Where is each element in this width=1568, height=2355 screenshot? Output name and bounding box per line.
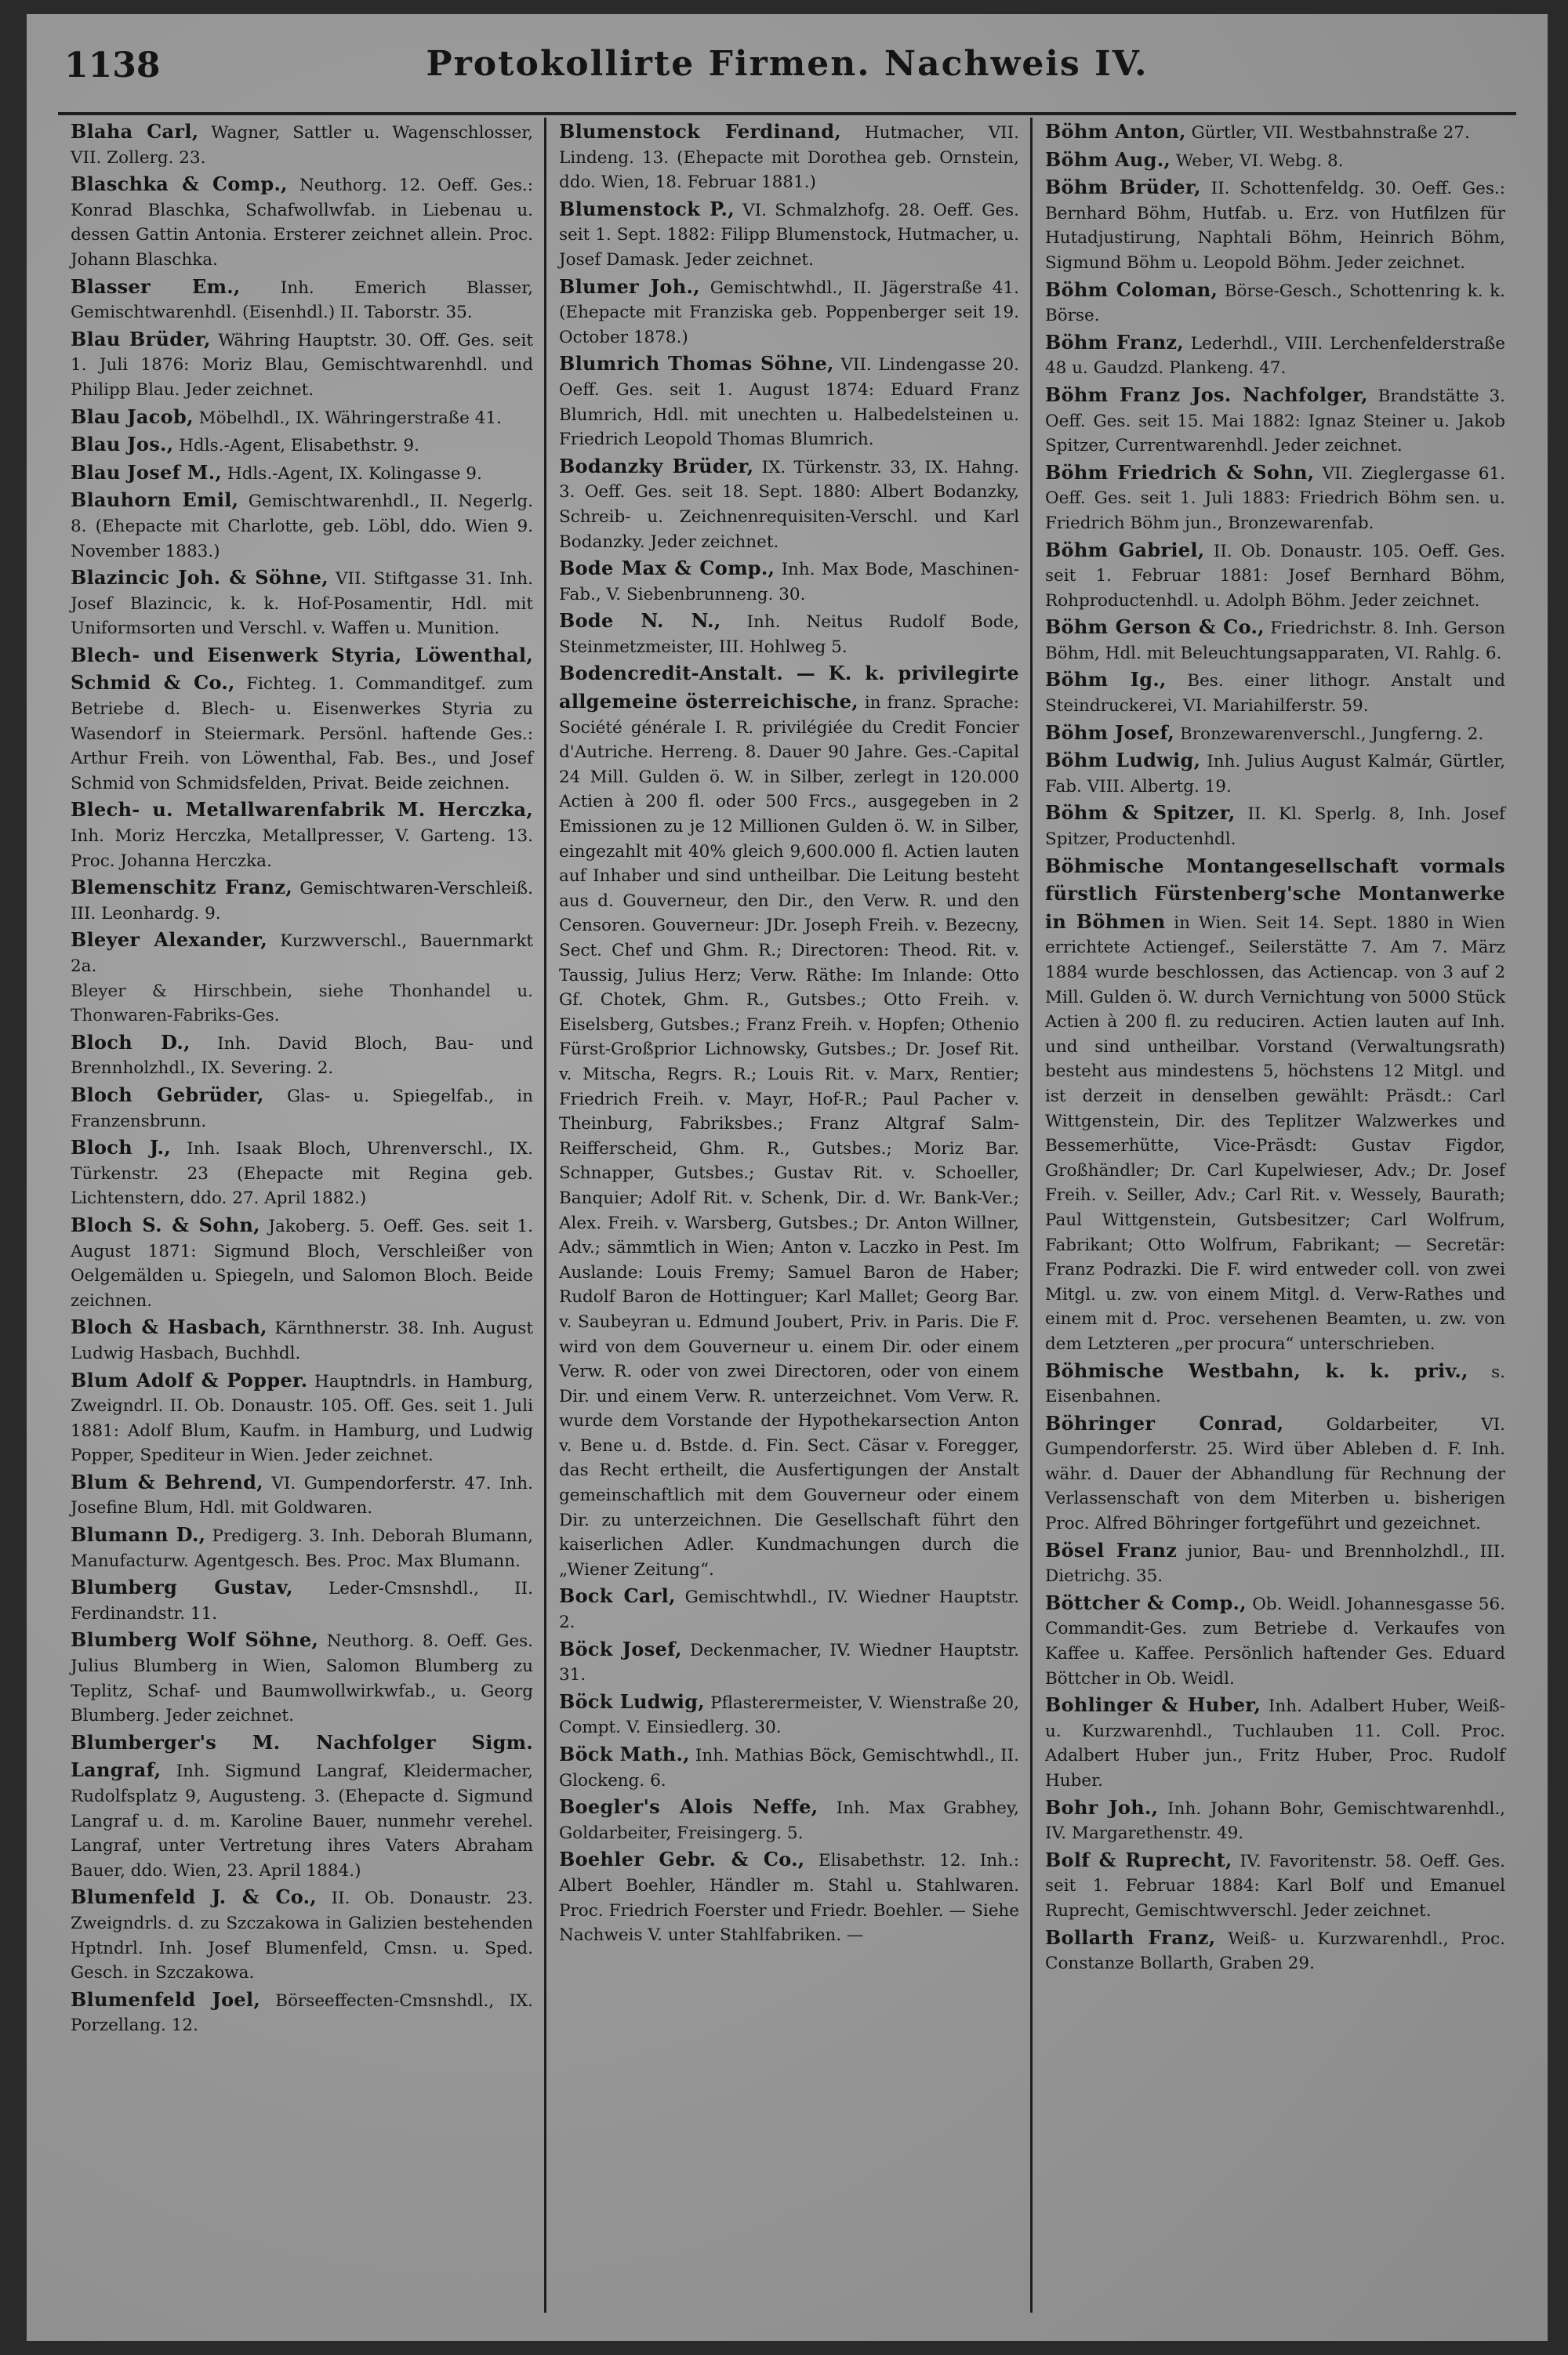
directory-entry <box>1045 1357 1505 1410</box>
entry-text: Fichteg. 1. Commanditgef. zum Betriebe d. Blech- u. Eisenwerkes Styria zu Wasendorf in Steiermark. Persönl. haftende Ges.: Arthur Freih. von Löwenthal, Fab. Bes., und Josef Schmid von Schmidsfelden, Privat. Beide zeichnen. <box>71 674 533 793</box>
firm-name: Bolf & Ruprecht, <box>1045 1848 1232 1871</box>
entry-text: II. Ob. Donaustr. 105. Oeff. Ges. seit 1. Februar 1881: Josef Bernhard Böhm, Rohproductenhdl. u. Adolph Böhm. Jeder zeichnet. <box>1045 541 1505 611</box>
entry-text: Gemischtwaren-Verschleiß. III. Leonhardg. 9. <box>71 879 533 923</box>
firm-name: Blum Adolf & Popper. <box>71 1368 308 1392</box>
entry-text: Hdls.-Agent, IX. Kolingasse 9. <box>227 463 482 484</box>
entry-text: Hutmacher, VII. Lindeng. 13. (Ehepacte mit Dorothea geb. Ornstein, ddo. Wien, 18. Februar 1881.) <box>559 123 1019 193</box>
column-middle <box>544 118 1030 2313</box>
entry-text: II. Schottenfeldg. 30. Oeff. Ges.: Bernhard Böhm, Hutfab. u. Erz. von Hutfilzen für Hutadjustirung, Naphtali Böhm, Heinrich Böhm, Sigmund Böhm u. Leopold Böhm. Jeder zeichnet. <box>1045 179 1505 273</box>
firm-name: Blum & Behrend, <box>71 1470 263 1493</box>
directory-entry <box>559 659 1019 1582</box>
firm-name: Blau Brüder, <box>71 327 211 350</box>
entry-text: Inh. Max Bode, Maschinen-Fab., V. Siebenbrunneng. 30. <box>559 560 1020 604</box>
firm-name: Blumberg Wolf Söhne, <box>71 1628 319 1652</box>
firm-name: Böhm & Spitzer, <box>1045 801 1236 825</box>
entry-text: Hdls.-Agent, Elisabethstr. 9. <box>179 436 419 456</box>
entry-text: Predigerg. 3. Inh. Deborah Blumann, Manufacturw. Agentgesch. Bes. Proc. Max Blumann. <box>71 1526 533 1571</box>
directory-entry <box>71 486 533 564</box>
directory-page <box>27 14 1548 2341</box>
directory-entry <box>1045 852 1505 1357</box>
entry-text: Brandstätte 3. Oeff. Ges. seit 15. Mai 1882: Ignaz Steiner u. Jakob Spitzer, Currentwarenhdl. Jeder zeichnet. <box>1045 386 1506 456</box>
directory-entry <box>71 1134 533 1211</box>
firm-name: Böhm Ludwig, <box>1045 749 1201 772</box>
firm-name: Böhm Coloman, <box>1045 278 1218 301</box>
directory-entry <box>71 1468 533 1521</box>
firm-name: Blumer Joh., <box>559 274 700 298</box>
header-rule <box>58 112 1516 115</box>
directory-entry <box>559 1635 1019 1688</box>
directory-entry <box>71 926 533 978</box>
firm-name: Blumann D., <box>71 1523 206 1547</box>
directory-entry <box>1045 1537 1505 1589</box>
firm-name: Böhm Aug., <box>1045 147 1171 171</box>
entry-text: Elisabethstr. 12. Inh.: Albert Boehler, Händler m. Stahl u. Stahlwaren. Proc. Friedrich Foerster und Friedr. Boehler. — Siehe Nachweis V. unter Stahlfabriken. — <box>559 1851 1019 1946</box>
column-left <box>58 118 544 2313</box>
entry-text: s. Eisenbahnen. <box>1045 1362 1505 1407</box>
directory-entry <box>1045 1589 1505 1691</box>
firm-name: Blau Jos., <box>71 433 174 456</box>
directory-entry <box>559 118 1019 195</box>
directory-entry <box>71 1211 533 1313</box>
firm-name: Blaschka & Comp., <box>71 172 288 196</box>
entry-text: Leder-Cmsnshdl., II. Ferdinandstr. 11. <box>71 1579 533 1624</box>
firm-name: Bohr Joh., <box>1045 1795 1159 1819</box>
firm-name: Böhm Josef, <box>1045 720 1175 744</box>
directory-entry <box>71 273 533 325</box>
entry-text: Bes. einer lithogr. Anstalt und Steindruckerei, VI. Mariahilferstr. 59. <box>1045 671 1505 717</box>
entry-text: IV. Favoritenstr. 58. Oeff. Ges. seit 1. Februar 1884: Karl Bolf und Emanuel Ruprecht, Gemischtwverschl. Jeder zeichnet. <box>1045 1851 1505 1921</box>
page-header <box>27 38 1548 100</box>
entry-text: II. Ob. Donaustr. 23. Zweigndrls. d. zu Szczakowa in Galizien bestehenden Hptndrl. Inh. Josef Blumenfeld, Cmsn. u. Sped. Gesch. in Szczakowa. <box>71 1889 533 1983</box>
firm-name: Bode N. N., <box>559 609 721 633</box>
directory-entry <box>1045 146 1505 174</box>
directory-entry <box>559 1582 1019 1635</box>
entry-text: VI. Gumpendorferstr. 47. Inh. Josefine Blum, Hdl. mit Goldwaren. <box>71 1473 533 1519</box>
firm-name: Bodanzky Brüder, <box>559 454 754 477</box>
directory-entry <box>71 459 533 487</box>
entry-text: Inh. Adalbert Huber, Weiß- u. Kurzwarenhdl., Tuchlauben 11. Coll. Proc. Adalbert Huber jun., Fritz Huber, Proc. Rudolf Huber. <box>1045 1696 1505 1791</box>
entry-text: Deckenmacher, IV. Wiedner Hauptstr. 31. <box>559 1640 1019 1686</box>
entry-text: Inh. Isaak Bloch, Uhrenverschl., IX. Türkenstr. 23 (Ehepacte mit Regina geb. Lichtenstern, ddo. 27. April 1882.) <box>71 1139 534 1209</box>
firm-name: Blazincic Joh. & Söhne, <box>71 566 328 590</box>
firm-name: Blumenfeld J. & Co., <box>71 1885 317 1909</box>
firm-name: Blaha Carl, <box>71 120 199 143</box>
firm-name: Blumrich Thomas Söhne, <box>559 352 834 376</box>
directory-entry <box>1045 381 1505 459</box>
directory-entry <box>71 170 533 272</box>
entry-text: VII. Lindengasse 20. Oeff. Ges. seit 1. August 1874: Eduard Franz Blumrich, Hdl. mit unechten u. Halbedelsteinen u. Friedrich Leopold Thomas Blumrich. <box>559 355 1019 450</box>
directory-entry <box>559 1740 1019 1793</box>
directory-entry <box>1045 118 1505 146</box>
directory-entry <box>1045 799 1505 851</box>
directory-entry <box>71 403 533 431</box>
firm-name: Böhm Gabriel, <box>1045 538 1205 561</box>
firm-name: Böhm Ig., <box>1045 668 1167 691</box>
directory-entry <box>1045 459 1505 536</box>
entry-text: Inh. Max Grabhey, Goldarbeiter, Freisingerg. 5. <box>559 1798 1019 1843</box>
firm-name: Böck Josef, <box>559 1637 682 1660</box>
firm-name: Böhm Franz Jos. Nachfolger, <box>1045 383 1368 406</box>
entry-text: Gemischtwhdl., IV. Wiedner Hauptstr. 2. <box>559 1588 1019 1633</box>
firm-name: Blasser Em., <box>71 274 241 298</box>
firm-name: Böhm Franz, <box>1045 330 1184 354</box>
entry-text: Inh. Sigmund Langraf, Kleidermacher, Rudolfsplatz 9, Augusteng. 3. (Ehepacte d. Sigmund Langraf u. d. m. Karoline Bauer, nunmehr verehel. Langraf, unter Vertretung ihres Vaters Abraham Bauer, ddo. Wien, 23. April 1884.) <box>71 1762 533 1881</box>
directory-entry <box>559 607 1019 659</box>
directory-entry <box>1045 1846 1505 1924</box>
directory-entry <box>71 1313 533 1366</box>
entry-text: Weiß- u. Kurzwarenhdl., Proc. Constanze Bollarth, Graben 29. <box>1045 1929 1505 1974</box>
entry-text: Lederhdl., VIII. Lerchenfelderstraße 48 u. Gaudzd. Plankeng. 47. <box>1045 333 1505 379</box>
firm-name: Böck Ludwig, <box>559 1689 705 1713</box>
firm-name: Böhm Anton, <box>1045 120 1186 143</box>
entry-text: Inh. Mathias Böck, Gemischtwhdl., II. Glockeng. 6. <box>559 1746 1019 1791</box>
directory-entry <box>559 350 1019 452</box>
directory-entry <box>71 1883 533 1985</box>
entry-text: Möbelhdl., IX. Währingerstraße 41. <box>198 408 502 428</box>
entry-text: Glas- u. Spiegelfab., in Franzensbrunn. <box>71 1086 533 1131</box>
firm-name: Bloch D., <box>71 1030 191 1054</box>
directory-entry <box>71 1366 533 1468</box>
entry-text: Goldarbeiter, VI. Gumpendorferstr. 25. Wird über Ableben d. F. Inh. währ. d. Dauer der Abhandlung für Rechnung der Verlassenschaft von dem Miterben u. bisherigen Proc. Alfred Böhringer fortgeführt und gezeichnet. <box>1045 1414 1505 1534</box>
entry-text: junior, Bau- und Brennholzhdl., III. Dietrichg. 35. <box>1045 1541 1505 1587</box>
running-title: Protokollirte Firmen. Nachweis IV. <box>426 44 1149 84</box>
entry-text: Bronzewarenverschl., Jungferng. 2. <box>1179 724 1484 744</box>
column-right <box>1030 118 1516 2313</box>
entry-text: Inh. Moriz Herczka, Metallpresser, V. Garteng. 13. Proc. Johanna Herczka. <box>71 826 533 871</box>
directory-entry <box>71 1081 533 1134</box>
firm-name: Bösel Franz <box>1045 1538 1178 1562</box>
firm-name: Blau Josef M., <box>71 460 223 484</box>
directory-entry <box>71 1029 533 1081</box>
firm-name: Bloch S. & Sohn, <box>71 1213 260 1236</box>
firm-name: Bollarth Franz, <box>1045 1925 1216 1949</box>
entry-text: Wagner, Sattler u. Wagenschlosser, VII. Zollerg. 23. <box>71 123 533 168</box>
directory-entry <box>559 195 1019 273</box>
entry-text: Gürtler, VII. Westbahnstraße 27. <box>1191 123 1470 143</box>
firm-name: Bode Max & Comp., <box>559 557 775 580</box>
entry-text: Gemischtwhdl., II. Jägerstraße 41. (Ehepacte mit Franziska geb. Poppenberger seit 19. October 1878.) <box>559 278 1019 347</box>
entry-columns <box>58 118 1516 2313</box>
entry-text: Börseeffecten-Cmsnshdl., IX. Porzellang. 12. <box>71 1990 534 2036</box>
firm-name: Blumenfeld Joel, <box>71 1987 261 2011</box>
entry-text: VII. Zieglergasse 61. Oeff. Ges. seit 1. Juli 1883: Friedrich Böhm sen. u. Friedrich Böhm jun., Bronzewarenfab. <box>1045 463 1505 533</box>
directory-entry <box>71 1626 533 1728</box>
directory-entry <box>71 430 533 459</box>
entry-text: Hauptndrls. in Hamburg, Zweigndrl. II. Ob. Donaustr. 105. Off. Ges. seit 1. Juli 1881: Adolf Blum, Kaufm. in Hamburg, und Ludwig Popper, Spediteur in Wien. Jeder zeichnet. <box>71 1371 533 1466</box>
directory-entry <box>1045 1924 1505 1976</box>
firm-name: Blumberger's M. Nachfolger Sigm. Langraf, <box>71 1730 533 1782</box>
firm-name: Böck Math., <box>559 1743 690 1765</box>
entry-text: VI. Schmalzhofg. 28. Oeff. Ges. seit 1. Sept. 1882: Filipp Blumenstock, Hutmacher, u. Josef Damask. Jeder zeichnet. <box>559 200 1019 270</box>
firm-name: Bock Carl, <box>559 1584 676 1608</box>
firm-name: Blumenstock P., <box>559 197 735 220</box>
directory-entry <box>1045 173 1505 275</box>
directory-entry <box>559 1793 1019 1845</box>
entry-text: Pflasterermeister, V. Wienstraße 20, Compt. V. Einsiedlerg. 30. <box>559 1693 1019 1738</box>
entry-text: Gemischtwarenhdl., II. Negerlg. 8. (Ehepacte mit Charlotte, geb. Löbl, ddo. Wien 9. November 1883.) <box>71 492 533 561</box>
firm-name: Blauhorn Emil, <box>71 488 239 512</box>
entry-text: II. Kl. Sperlg. 8, Inh. Josef Spitzer, Productenhdl. <box>1045 804 1505 850</box>
firm-name: Böttcher & Comp., <box>1045 1591 1247 1614</box>
firm-name: Böhmische Westbahn, k. k. priv., <box>1045 1359 1468 1382</box>
directory-entry <box>71 641 533 796</box>
firm-name: Böhringer Conrad, <box>1045 1411 1284 1435</box>
entry-text: Inh. Emerich Blasser, Gemischtwarenhdl. (Eisenhdl.) II. Taborstr. 35. <box>71 278 533 323</box>
directory-entry <box>1045 276 1505 328</box>
entry-text: in franz. Sprache: Société générale I. R. privilégiée du Credit Foncier d'Autriche. Herreng. 8. Dauer 90 Jahre. Ges.-Capital 24 Mill. Gulden ö. W. in Silber, zerlegt in 120.000 Actien à 200 fl. oder 500 Frcs., ausgegeben in 2 Emissionen zu je 12 Millionen Gulden ö. W. in Silber, eingezahlt mit 40% gleich 9,600.000 fl. Actien lauten auf Inhaber und sind untheilbar. Die Leitung besteht aus d. Gouverneur, den Dir., den Verw. R. und den Censoren. Gouverneur: JDr. Joseph Freih. v. Bezecny, Sect. Chef und Ghm. R.; Directoren: Theod. Rit. v. Taussig, Julius Herz; Verw. Räthe: Im Inlande: Otto Gf. Chotek, Ghm. R., Gutsbes.; Otto Freih. v. Eiselsberg, Gutsbes.; Franz Freih. v. Hopfen; Othenio Fürst-Großprior Lichnowsky, Gutsbes.; Dr. Josef Rit. v. Mitscha, Regrs. R.; Louis Rit. v. Marx, Rentier; Friedrich Freih. v. Mayr, Hof-R.; Paul Pacher v. Theinburg, Fabriksbes.; Franz Altgraf Salm-Reifferscheid, Ghm. R., Gutsbes.; Moriz Bar. Schnapper, Gutsbes.; Gustav Rit. v. Schoeller, Banquier; Adolf Rit. v. Schenk, Dir. d. Wr. Bank-Ver.; Alex. Freih. v. Warsberg, Gutsbes.; Dr. Anton Willner, Adv.; sämmtlich in Wien; Anton v. Laczko in Pest. Im Auslande: Louis Fremy; Samuel Baron de Haber; Rudolf Baron de Hottinguer; Karl Mallet; Georg Bar. v. Saubeyran u. Edmund Joubert, Priv. in Paris. Die F. wird von dem Gouverneur u. einem Dir. oder einem Verw. R. oder von zwei Directoren, oder von einem Dir. und einem Verw. R. unterzeichnet. Vom Verw. R. wurde dem Vorstande der Hypothekarsection Anton v. Bene u. d. Bstde. d. Fin. Sect. Cäsar v. Foregger, das Recht ertheilt, die Ausfertigungen der Anstalt gemeinschaftlich mit dem Gouverneur oder einem Dir. zu unterzeichnen. Die Gesellschaft führt den kaiserlichen Adler. Kundmachungen durch die „Wiener Zeitung“. <box>559 693 1019 1580</box>
firm-name: Böhm Gerson & Co., <box>1045 615 1265 639</box>
firm-name: Bloch & Hasbach, <box>71 1315 267 1339</box>
firm-name: Bleyer Alexander, <box>71 928 268 952</box>
entry-text: Inh. Neitus Rudolf Bode, Steinmetzmeister, III. Hohlweg 5. <box>559 612 1019 657</box>
directory-entry <box>1045 328 1505 381</box>
directory-entry <box>1045 746 1505 799</box>
entry-text: Inh. Johann Bohr, Gemischtwarenhdl., IV. Margarethenstr. 49. <box>1045 1798 1505 1844</box>
directory-entry <box>71 1573 533 1626</box>
directory-entry <box>559 273 1019 350</box>
directory-entry <box>71 118 533 170</box>
entry-text: Inh. David Bloch, Bau- und Brennholzhdl., IX. Severing. 2. <box>71 1033 533 1079</box>
entry-text: Währing Hauptstr. 30. Off. Ges. seit 1. Juli 1876: Moriz Blau, Gemischtwarenhdl. und Philipp Blau. Jeder zeichnet. <box>71 330 533 400</box>
directory-entry <box>1045 1794 1505 1846</box>
entry-text: Inh. Julius August Kalmár, Gürtler, Fab. VIII. Albertg. 19. <box>1045 752 1505 796</box>
directory-entry <box>71 564 533 641</box>
directory-entry <box>71 325 533 403</box>
directory-entry <box>1045 536 1505 614</box>
directory-entry <box>559 452 1019 554</box>
firm-name: Blech- und Eisenwerk Styria, Löwenthal, Schmid & Co., <box>71 643 533 695</box>
directory-entry <box>71 1729 533 1884</box>
entry-text: VII. Stiftgasse 31. Inh. Josef Blazincic, k. k. Hof-Posamentir, Hdl. mit Uniformsorten und Verschl. v. Waffen u. Munition. <box>71 569 533 639</box>
directory-entry <box>71 873 533 926</box>
firm-name: Boegler's Alois Neffe, <box>559 1795 818 1819</box>
firm-name: Blau Jacob, <box>71 405 194 428</box>
entry-text: Jakoberg. 5. Oeff. Ges. seit 1. August 1871: Sigmund Bloch, Verschleißer von Oelgemälden u. Spiegeln, und Salomon Bloch. Beide zeichnen. <box>71 1216 534 1311</box>
firm-name: Böhm Friedrich & Sohn, <box>1045 460 1315 484</box>
directory-entry <box>1045 719 1505 747</box>
firm-name: Bohlinger & Huber, <box>1045 1693 1261 1717</box>
firm-name: Boehler Gebr. & Co., <box>559 1848 805 1871</box>
firm-name: Böhmische Montangesellschaft vormals fürstlich Fürstenberg'sche Montanwerke in Böhmen <box>1045 854 1505 933</box>
entry-text: Kärnthnerstr. 38. Inh. August Ludwig Hasbach, Buchhdl. <box>71 1319 533 1363</box>
entry-text: Weber, VI. Webg. 8. <box>1175 151 1344 171</box>
firm-name: Blech- u. Metallwarenfabrik M. Herczka, <box>71 798 533 822</box>
directory-entry <box>71 979 533 1029</box>
directory-entry <box>559 1688 1019 1740</box>
directory-entry <box>1045 666 1505 718</box>
directory-entry <box>1045 1410 1505 1537</box>
entry-text: in Wien. Seit 14. Sept. 1880 in Wien errichtete Actiengef., Seilerstätte 7. Am 7. März 1884 wurde beschlossen, das Actiencap. von 3 auf 2 Mill. Gulden ö. W. durch Vernichtung von 5000 Stück Actien à 200 fl. zu reduciren. Actien lauten auf Inh. und sind untheilbar. Vorstand (Verwaltungsrath) besteht aus mindestens 5, höchstens 12 Mitgl. und ist derzeit in denselben gewählt: Präsdt.: Carl Wittgenstein, Dir. des Teplitzer Walzwerkes und Bessemerhütte, Vice-Präsdt: Gustav Figdor, Großhändler; Dr. Carl Kupelwieser, Adv.; Dr. Josef Freih. v. Seiller, Adv.; Carl Rit. v. Wessely, Baurath; Paul Wittgenstein, Gutsbesitzer; Carl Wolfrum, Fabrikant; Otto Wolfrum, Fabrikant; — Secretär: Franz Podrazki. Die F. wird entweder coll. von zwei Mitgl. u. zw. von einem Mitgl. d. Verw-Rathes und einem mit d. Proc. versehenen Beamten, u. zw. von dem Letzteren „per procura“ unterschrieben. <box>1045 913 1505 1354</box>
directory-entry <box>559 1845 1019 1947</box>
entry-text: IX. Türkenstr. 33, IX. Hahng. 3. Oeff. Ges. seit 18. Sept. 1880: Albert Bodanzky, Schreib- u. Zeichnenrequisiten-Verschl. und Karl Bodanzky. Jeder zeichnet. <box>559 457 1019 552</box>
firm-name: Bodencredit-Anstalt. — K. k. privilegirte allgemeine österreichische, <box>559 662 1019 713</box>
directory-entry <box>1045 613 1505 666</box>
directory-entry <box>71 1521 533 1573</box>
entry-text: Friedrichstr. 8. Inh. Gerson Böhm, Hdl. mit Beleuchtungsapparaten, VI. Rahlg. 6. <box>1045 619 1505 663</box>
entry-text: Neuthorg. 12. Oeff. Ges.: Konrad Blaschka, Schafwollwfab. in Liebenau u. dessen Gattin Antonia. Ersterer zeichnet allein. Proc. Johann Blaschka. <box>71 176 533 270</box>
entry-text: Ob. Weidl. Johannesgasse 56. Commandit-Ges. zum Betriebe d. Verkaufes von Kaffee u. Kaffee. Persönlich haftender Ges. Eduard Böttcher in Ob. Weidl. <box>1045 1594 1505 1689</box>
firm-name: Blumberg Gustav, <box>71 1576 293 1599</box>
directory-entry <box>1045 1691 1505 1793</box>
entry-text: Kurzwverschl., Bauernmarkt 2a. <box>71 931 534 976</box>
firm-name: Bloch J., <box>71 1136 171 1159</box>
directory-entry <box>71 1986 533 2038</box>
page-number: 1138 <box>64 45 161 85</box>
firm-name: Blumenstock Ferdinand, <box>559 120 841 143</box>
firm-name: Bloch Gebrüder, <box>71 1083 264 1106</box>
entry-text: Börse-Gesch., Schottenring k. k. Börse. <box>1045 281 1505 326</box>
entry-text: Neuthorg. 8. Oeff. Ges. Julius Blumberg in Wien, Salomon Blumberg zu Teplitz, Schaf- und Baumwollwirkwfab., u. Georg Blumberg. Jeder zeichnet. <box>71 1631 533 1726</box>
entry-text: Bleyer & Hirschbein, siehe Thonhandel u. Thonwaren-Fabriks-Ges. <box>71 981 533 1026</box>
firm-name: Böhm Brüder, <box>1045 176 1201 199</box>
directory-entry <box>71 796 533 873</box>
directory-entry <box>559 554 1019 607</box>
firm-name: Blemenschitz Franz, <box>71 876 293 899</box>
